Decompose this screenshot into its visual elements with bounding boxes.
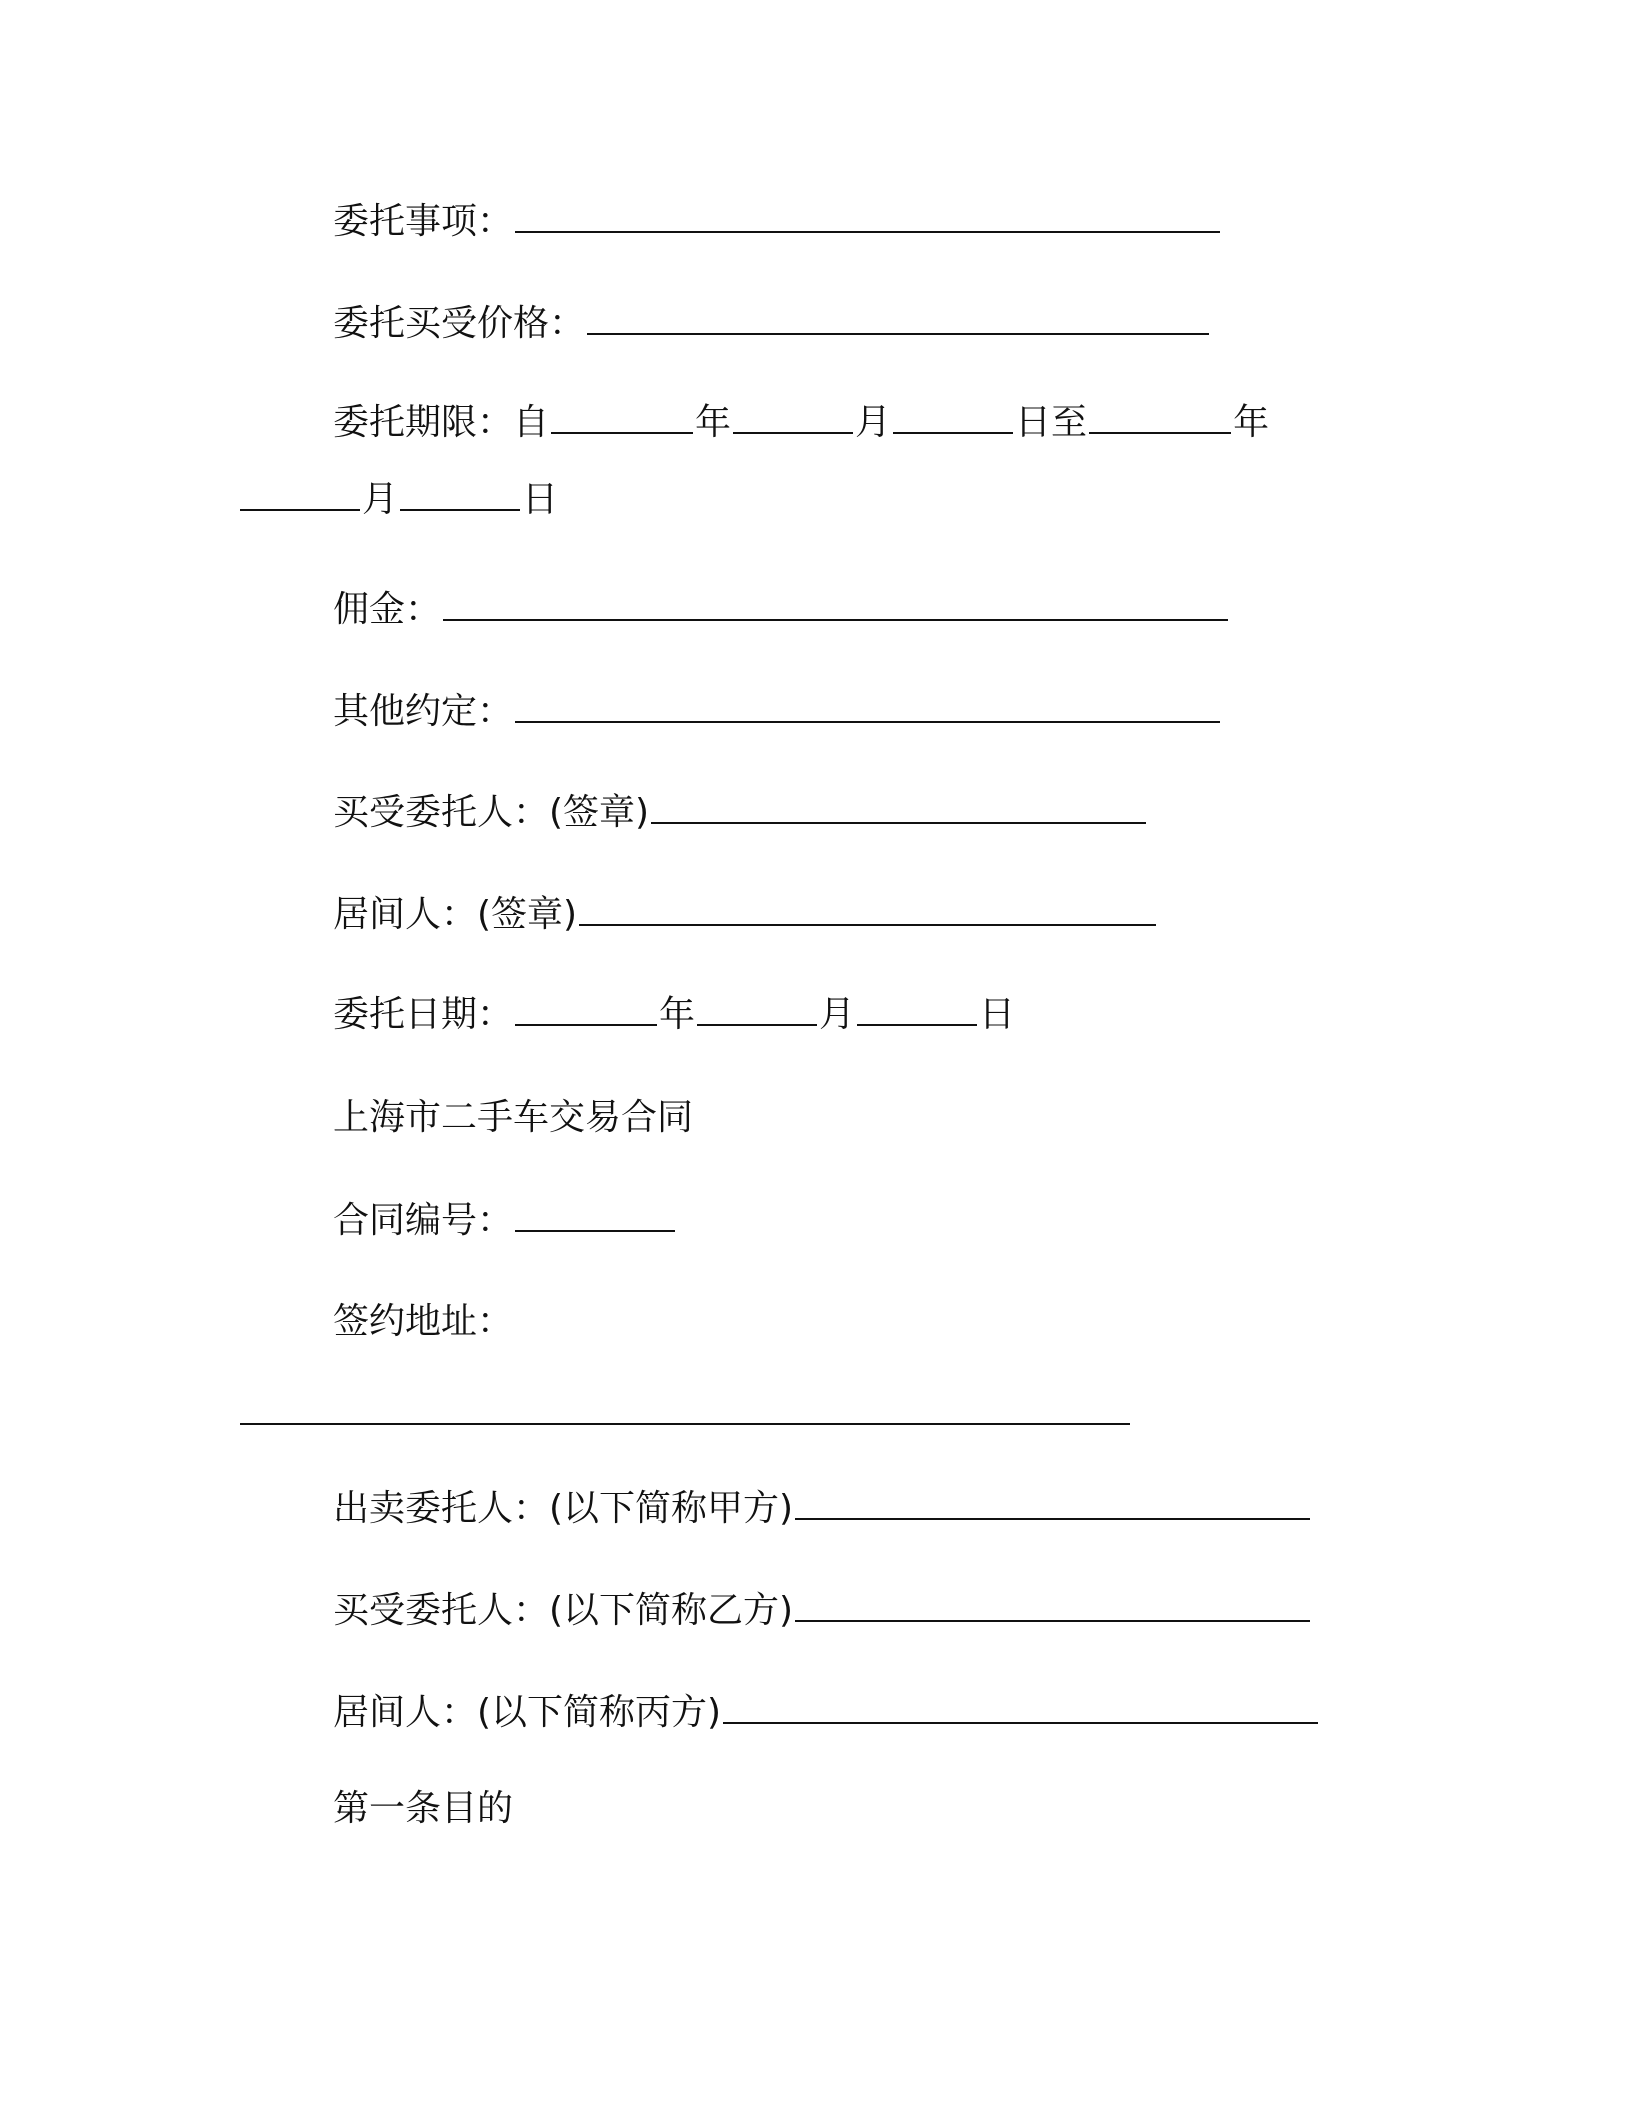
broker-sign-blank[interactable] bbox=[579, 894, 1156, 926]
entrust-matter-line bbox=[333, 200, 1222, 244]
entrust-date-day-blank[interactable] bbox=[857, 994, 977, 1026]
period-month-label: 月 bbox=[855, 402, 892, 443]
entrust-date-label: 委托日期： bbox=[333, 994, 514, 1035]
period-start-year-blank[interactable] bbox=[551, 402, 693, 434]
entrust-matter-blank[interactable] bbox=[515, 201, 1220, 233]
seller-party-line bbox=[333, 1487, 1312, 1531]
period-start-month-blank[interactable] bbox=[733, 402, 853, 434]
contract-no-label: 合同编号： bbox=[333, 1200, 514, 1241]
buyer-party-blank[interactable] bbox=[795, 1590, 1310, 1622]
period-end-month-blank[interactable] bbox=[240, 479, 360, 511]
period-end-month-label: 月 bbox=[362, 479, 399, 520]
broker-sign-line bbox=[333, 893, 1158, 937]
period-start-day-blank[interactable] bbox=[893, 402, 1013, 434]
entrust-date-year-blank[interactable] bbox=[515, 994, 657, 1026]
period-end-day-label: 日 bbox=[522, 479, 559, 520]
period-end-day-blank[interactable] bbox=[400, 479, 520, 511]
seller-party-blank[interactable] bbox=[795, 1488, 1310, 1520]
sign-address-line bbox=[333, 1300, 513, 1344]
commission-label: 佣金： bbox=[333, 589, 442, 630]
entrust-price-line bbox=[333, 302, 1211, 346]
buyer-party-label: 买受委托人：(以下简称乙方) bbox=[333, 1590, 794, 1631]
contract-title-text: 上海市二手车交易合同 bbox=[333, 1097, 694, 1138]
broker-party-label: 居间人：(以下简称丙方) bbox=[333, 1692, 722, 1733]
period-day-to-label: 日至 bbox=[1015, 402, 1088, 443]
other-terms-line bbox=[333, 690, 1222, 734]
sign-address-label: 签约地址： bbox=[333, 1301, 514, 1342]
sign-address-blank[interactable] bbox=[240, 1393, 1130, 1425]
contract-title bbox=[333, 1096, 693, 1140]
buyer-sign-blank[interactable] bbox=[651, 792, 1146, 824]
broker-party-line bbox=[333, 1691, 1320, 1735]
period-end-year-blank[interactable] bbox=[1089, 402, 1231, 434]
other-terms-label: 其他约定： bbox=[333, 691, 514, 732]
sign-address-blank-line bbox=[238, 1392, 1132, 1436]
other-terms-blank[interactable] bbox=[515, 691, 1220, 723]
contract-no-line bbox=[333, 1199, 677, 1243]
entrust-date-year-label: 年 bbox=[659, 994, 696, 1035]
entrust-price-label: 委托买受价格： bbox=[333, 303, 586, 344]
period-end-year-label: 年 bbox=[1233, 402, 1270, 443]
entrust-date-line bbox=[333, 993, 1015, 1037]
entrust-date-month-label: 月 bbox=[819, 994, 856, 1035]
entrust-date-day-label: 日 bbox=[979, 994, 1016, 1035]
seller-party-label: 出卖委托人：(以下简称甲方) bbox=[333, 1488, 794, 1529]
buyer-party-line bbox=[333, 1589, 1312, 1633]
entrust-date-month-blank[interactable] bbox=[697, 994, 817, 1026]
entrust-period-label: 委托期限：自 bbox=[333, 402, 550, 443]
article-one-text: 第一条目的 bbox=[333, 1788, 514, 1829]
commission-line bbox=[333, 588, 1230, 632]
broker-party-blank[interactable] bbox=[723, 1692, 1318, 1724]
entrust-price-blank[interactable] bbox=[587, 303, 1209, 335]
buyer-sign-label: 买受委托人：(签章) bbox=[333, 792, 650, 833]
broker-sign-label: 居间人：(签章) bbox=[333, 894, 578, 935]
commission-blank[interactable] bbox=[443, 589, 1228, 621]
buyer-sign-line bbox=[333, 791, 1148, 835]
entrust-period-continuation bbox=[238, 478, 558, 522]
article-one-heading bbox=[333, 1787, 513, 1831]
entrust-period-line bbox=[333, 401, 1269, 445]
contract-no-blank[interactable] bbox=[515, 1200, 675, 1232]
entrust-matter-label: 委托事项： bbox=[333, 201, 514, 242]
period-year-label: 年 bbox=[695, 402, 732, 443]
